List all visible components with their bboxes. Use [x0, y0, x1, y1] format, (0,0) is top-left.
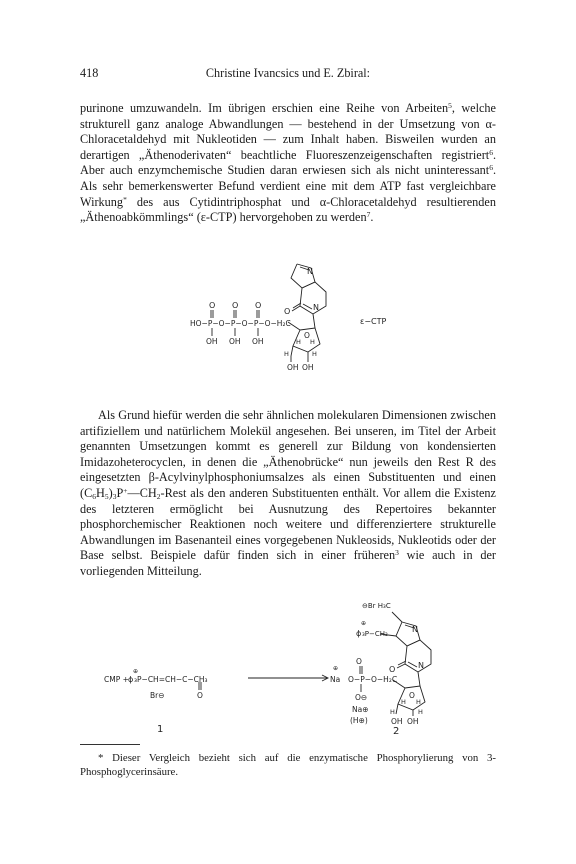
page-header: [80, 66, 496, 82]
subscript: 3: [112, 491, 117, 501]
ring-nitrogen: N: [418, 661, 424, 670]
footnote-text: Dieser Vergleich bezieht sich auf die enzymatische Phosphorylierung von 3-Phosphoglycerinsäure.: [80, 752, 496, 778]
paragraph-text: wie auch in der vorliegenden Mitteilung.: [80, 548, 497, 578]
paragraph-text: P: [116, 485, 124, 500]
ylide-formula: ₃P−CH=CH−C−CH₃: [134, 675, 208, 684]
sodium-charge: ⊕: [333, 665, 339, 672]
sugar-hydrogen: H: [401, 698, 406, 706]
subscript: 5: [104, 491, 109, 501]
paragraph-text: des aus Cytidintriphosphat und α-Chloracetaldehyd resultierenden „Äthenoabkömmlings“ (ε-CTP) hervorgehoben zu werden: [80, 194, 496, 225]
sugar-hydroxyl: OH: [407, 717, 419, 726]
ring-nitrogen: N: [313, 303, 319, 312]
compound-number-1: 1: [157, 724, 164, 735]
phosphate-oxygen: O: [255, 301, 262, 310]
hydroxyl-label: OH: [206, 337, 218, 346]
paragraph-text: . Aber auch enzymchemische Studien daran erwiesen sich als nicht uninteressant: [80, 147, 496, 178]
phosphate-oxygen: O: [232, 301, 239, 310]
body-paragraph-2: [80, 408, 496, 580]
sodium-counter-ion: Na⊕: [352, 705, 369, 714]
paragraph-text: , welche strukturell ganz analoge Abwandlungen — bestehend in der Umsetzung von α-Chloracetaldehyd mit Nukleotiden — zum Inhalt haben. Bisweilen wurden an derartigen „Äthenoderivaten“ beachtliche Fluoreszenzeigenschaften registriert: [80, 101, 496, 162]
sugar-oxygen: O: [304, 331, 310, 340]
running-title: Christine Ivancsics und E. Zbiral:: [205, 66, 371, 80]
ring-nitrogen: N: [307, 267, 313, 276]
reaction-scheme-figure: [80, 598, 496, 738]
footnote-divider: [80, 744, 140, 745]
phosphate-oxygen: O: [209, 301, 216, 310]
sugar-hydroxyl: OH: [287, 363, 299, 372]
sugar-hydrogen: H: [418, 708, 423, 716]
hydroxyl-label: OH: [252, 337, 264, 346]
sugar-hydrogen: H: [416, 698, 421, 706]
ring-oxygen: O: [389, 665, 396, 674]
reference-marker: 3: [395, 548, 399, 558]
subscript: 6: [92, 491, 96, 501]
phosphate-ester: O−P−O−H₂C: [348, 675, 398, 684]
paragraph-text: Als Grund hiefür werden die sehr ähnlichen molekularen Dimensionen zwischen artifiziellem und natürlichem Molekül angesehen. Bei unseren, im Titel der Arbeit genannten Umsetzungen kommt es generell zur Bildung von kondensierten Imidazoheterocyclen, in denen die „Äthenobrücke“ nun jeweils den Rest R des eingesetzten β-Acylvinylphosphoniumsalzes als einen Substituenten und einen (C: [80, 408, 496, 500]
triphosphate-chain: HO−P−O−P−O−P−O−H₂C: [190, 319, 291, 328]
ctp-structure-figure: [150, 258, 450, 380]
sugar-hydrogen: H: [312, 350, 317, 358]
page-number: 418: [80, 66, 99, 80]
sugar-hydrogen: H: [390, 708, 395, 716]
sugar-hydroxyl: OH: [302, 363, 314, 372]
subscript: 2: [156, 491, 161, 501]
proton-alternative: (H⊕): [350, 716, 368, 725]
bromide-methyl-label: ⊖Br H₃C: [362, 602, 391, 610]
paragraph-text: purinone umzuwandeln. Im übrigen erschien eine Reihe von Arbeiten: [80, 101, 449, 115]
paragraph-text: . Als sehr bemerkenswerter Befund verdient eine mit dem ATP fast vergleichbare Wirkung: [80, 163, 496, 209]
paragraph-text: .: [370, 210, 374, 225]
sugar-hydroxyl: OH: [391, 717, 403, 726]
sugar-hydrogen: H: [310, 338, 315, 346]
phosphonium-charge: ⊕: [361, 620, 367, 627]
reaction-scheme-drawing: [80, 598, 496, 738]
ring-nitrogen: N: [412, 625, 418, 634]
footnote: [80, 752, 496, 780]
sugar-oxygen: O: [409, 691, 415, 700]
reference-marker: 6: [489, 147, 493, 157]
reactant-prefix: CMP +: [104, 675, 129, 684]
reference-marker: 7: [366, 210, 371, 220]
sugar-hydrogen: H: [296, 338, 301, 346]
footnote-marker: *: [98, 752, 104, 764]
paragraph-text: —CH: [127, 485, 157, 500]
phosphonium-charge: ⊕: [133, 668, 139, 675]
carbonyl-oxygen: O: [197, 691, 203, 700]
sodium-label: Na: [330, 675, 341, 684]
phenyl-symbol: ϕ: [356, 629, 362, 638]
ctp-structure-drawing: [150, 258, 450, 380]
body-paragraph-1: [80, 101, 496, 226]
phosphonium-methylene: ₃P−CH₂: [362, 630, 388, 638]
phosphate-oxygen: O: [356, 657, 362, 666]
reaction-bonds: [199, 612, 431, 716]
compound-label-ectp: ε−CTP: [360, 317, 387, 326]
footnote-marker: *: [123, 194, 127, 204]
reference-marker: 5: [448, 101, 452, 110]
paragraph-text: -Rest als den anderen Substituenten enthält. Vor allem die Existenz des letzteren ermöglicht bei Ausnutzung des Repertoires bekannter phosphorchemischer Reaktionen noch weitere und differenziertere strukturelle Abwandlungen im Basenanteil eines vorgegebenen Nukleosids, Nukleotids oder der Base selbst. Beispiele dafür finden sich in einer früheren: [80, 485, 496, 563]
paragraph-text: ): [108, 485, 113, 500]
superscript: +: [123, 485, 128, 495]
hydroxyl-label: OH: [229, 337, 241, 346]
bromide-ion: Br⊖: [150, 691, 165, 700]
phenyl-symbol: ϕ: [128, 675, 134, 684]
ring-oxygen: O: [284, 307, 291, 316]
oxide-ion: O⊖: [355, 693, 368, 702]
ctp-bonds: [211, 264, 326, 362]
paragraph-text: H: [96, 485, 105, 500]
compound-number-2: 2: [393, 726, 400, 737]
sugar-hydrogen: H: [284, 350, 289, 358]
reference-marker: 6: [489, 163, 493, 173]
